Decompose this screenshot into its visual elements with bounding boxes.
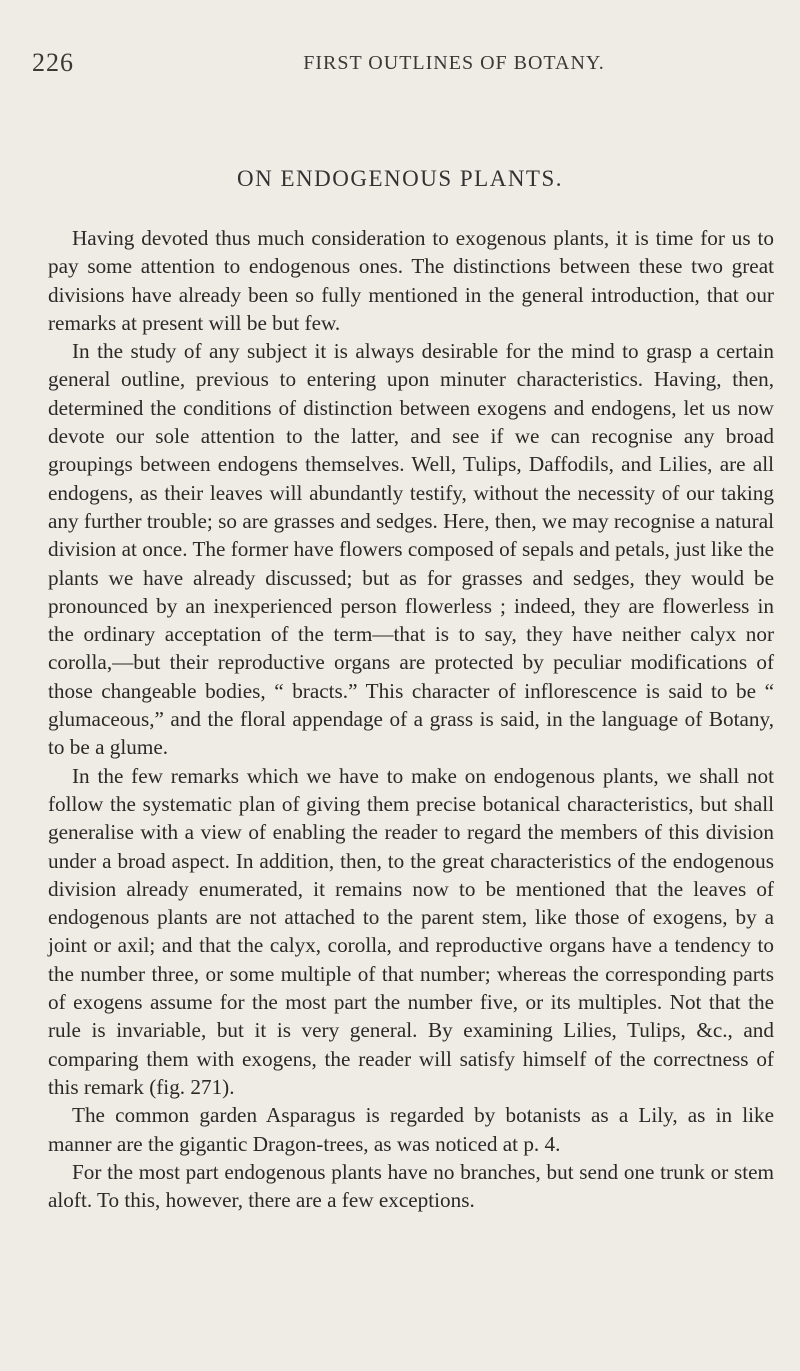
paragraph: Having devoted thus much consideration to exogenous plants, it is time for us to pay some attention to endogenous ones. The distinctions between these two great divisions have already been so fully mentioned in the general introduction, that our remarks at present will be but few. [48,226,774,335]
running-head [24,40,784,80]
paragraph: In the few remarks which we have to make on endogenous plants, we shall not follow the systematic plan of giving them precise botanical characteristics, but shall generalise with a view of enabling the reader to regard the members of this division under a broad aspect. In addition, then, to the great characteristics of the endogenous division already enumerated, it remains now to be mentioned that the leaves of endogenous plants are not attached to the parent stem, like those of exogens, by a joint or axil; and that the calyx, corolla, and reproductive organs have a tendency to the number three, or some multiple of that number; whereas the corresponding parts of exogens assume for the most part the number five, or its multiples. Not that the rule is invariable, but it is very general. By examining Lilies, Tulips, &c., and comparing them with exogens, the reader will satisfy himself of the correctness of this remark (fig. 271). [48,763,774,1099]
paragraph: In the study of any subject it is always desirable for the mind to grasp a certain general outline, previous to entering upon minuter characteristics. Having, then, determined the conditions of distinction between exogens and endogens, let us now devote our sole attention to the latter, and see if we can recognise any broad groupings between endogens themselves. Well, Tulips, Daffodils, and Lilies, are all endogens, as their leaves will abundantly testify, without the necessity of our taking any further trouble; so are grasses and sedges. Here, then, we may recognise a natural division at once. The former have flowers composed of sepals and petals, just like the plants we have already discussed; but as for grasses and sedges, they would be pronounced by an inexperienced person flowerless ; indeed, they are flowerless in the ordinary acceptation of the term—that is to say, they have neither calyx nor corolla,—but their reproductive organs are protected by peculiar modifications of those changeable bodies, “ bracts.” This character of inflorescence is said to be “ glumaceous,” and the floral appendage of a grass is said, in the language of Botany, to be a glume. [48,339,774,760]
chapter-title: ON ENDOGENOUS PLANTS. [236,166,564,191]
paragraph: The common garden Asparagus is regarded by botanists as a Lily, as in like manner are the gigantic Dragon-trees, as was noticed at p. 4. [48,1103,774,1156]
body-text [48,224,774,1214]
paragraph: For the most part endogenous plants have no branches, but send one trunk or stem aloft. To this, however, there are a few exceptions. [48,1159,774,1213]
book-title: FIRST OUTLINES OF BOTANY. [303,52,605,74]
page-number: 226 [32,48,74,77]
